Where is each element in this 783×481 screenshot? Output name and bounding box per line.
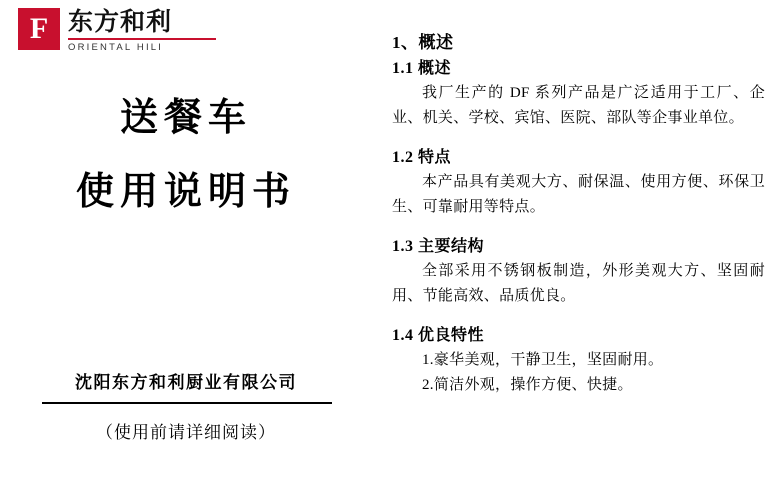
section-heading-1-4: 1.4 优良特性 (392, 327, 485, 344)
cover-panel (0, 0, 372, 481)
section-heading-1-1: 1.1 概述 (392, 60, 452, 77)
cover-title-line2: 使用说明书 (75, 171, 296, 213)
logo-text-block (68, 8, 216, 53)
section-list-item-2: 2.简洁外观，操作方便、快捷。 (422, 377, 633, 393)
chapter-heading: 1、概述 (392, 33, 454, 52)
cover-title (0, 92, 372, 218)
section-paragraph-1-2: 本产品具有美观大方、耐保温、使用方便、环保卫生、可靠耐用等特点。 (392, 174, 765, 215)
section-paragraph-1-3: 全部采用不锈钢板制造，外形美观大方、坚固耐用、节能高效、品质优良。 (392, 263, 765, 304)
cover-note: （使用前请详细阅读） (96, 423, 276, 442)
logo-name-en: ORIENTAL HILI (68, 42, 164, 53)
manual-content (372, 0, 783, 481)
section-heading-1-2: 1.2 特点 (392, 149, 452, 166)
logo-name-cn: 东方和利 (68, 9, 173, 36)
company-logo (18, 8, 216, 53)
logo-letter: F (29, 12, 49, 45)
section-heading-1-3: 1.3 主要结构 (392, 238, 485, 255)
logo-divider (68, 38, 216, 40)
cover-company-name: 沈阳东方和利厨业有限公司 (75, 373, 297, 392)
section-paragraph-1-1: 我厂生产的 DF 系列产品是广泛适用于工厂、企业、机关、学校、宾馆、医院、部队等企事业单位。 (392, 85, 765, 126)
logo-mark-icon (18, 8, 60, 50)
cover-divider (42, 402, 332, 404)
section-list-item-1: 1.豪华美观，干静卫生，坚固耐用。 (422, 352, 664, 368)
cover-title-line1: 送餐车 (119, 97, 252, 139)
